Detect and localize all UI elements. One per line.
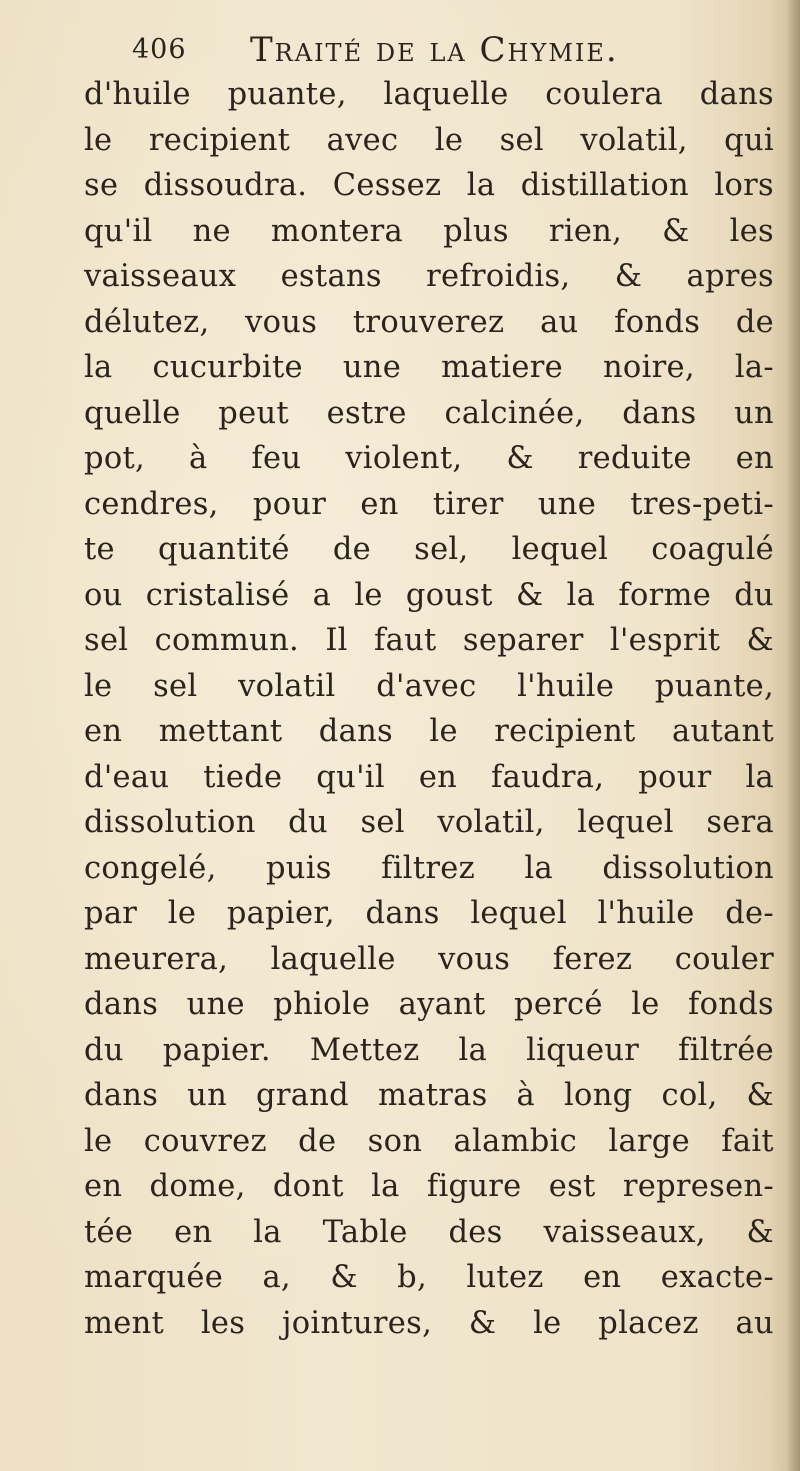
text-line: te quantité de sel, lequel coagulé <box>84 532 774 567</box>
text-line: dans une phiole ayant percé le fonds <box>84 987 774 1022</box>
text-line: tée en la Table des vaisseaux, & <box>84 1214 774 1250</box>
text-line: la cucurbite une matiere noire, la- <box>84 350 774 385</box>
text-line: cendres, pour en tirer une tres-peti- <box>84 486 774 522</box>
page-header <box>132 26 772 76</box>
text-line: le sel volatil d'avec l'huile puante, <box>84 668 774 704</box>
text-line: sel commun. Il faut separer l'esprit & <box>84 623 774 658</box>
text-line: se dissoudra. Cessez la distillation lors <box>84 168 774 203</box>
text-line: du papier. Mettez la liqueur filtrée <box>84 1032 774 1068</box>
text-line: d'huile puante, laquelle coulera dans <box>84 77 774 112</box>
text-line: pot, à feu violent, & reduite en <box>84 441 774 476</box>
text-line: délutez, vous trouverez au fonds de <box>84 304 774 340</box>
page-edge-shadow <box>786 0 800 1471</box>
text-line: marquée a, & b, lutez en exacte- <box>84 1260 774 1295</box>
text-line: en mettant dans le recipient autant <box>84 714 774 749</box>
text-line: le couvrez de son alambic large fait <box>84 1123 774 1159</box>
text-line: par le papier, dans lequel l'huile de- <box>84 896 774 931</box>
body-text <box>84 72 774 1346</box>
text-line: dans un grand matras à long col, & <box>84 1078 774 1113</box>
text-line: meurera, laquelle vous ferez couler <box>84 941 774 977</box>
text-line: le recipient avec le sel volatil, qui <box>84 122 774 158</box>
text-line: congelé, puis filtrez la dissolution <box>84 850 774 886</box>
text-line: d'eau tiede qu'il en faudra, pour la <box>84 759 774 795</box>
page-number: 406 <box>132 34 187 65</box>
text-line: vaisseaux estans refroidis, & apres <box>84 259 774 294</box>
text-line: quelle peut estre calcinée, dans un <box>84 395 774 431</box>
text-line: ment les jointures, & le placez au <box>84 1305 774 1341</box>
text-line: dissolution du sel volatil, lequel sera <box>84 805 774 840</box>
text-line: en dome, dont la figure est represen- <box>84 1169 774 1204</box>
text-line: qu'il ne montera plus rien, & les <box>84 213 774 249</box>
text-line: ou cristalisé a le goust & la forme du <box>84 577 774 613</box>
running-head: Traité de la Chymie. <box>250 30 619 70</box>
